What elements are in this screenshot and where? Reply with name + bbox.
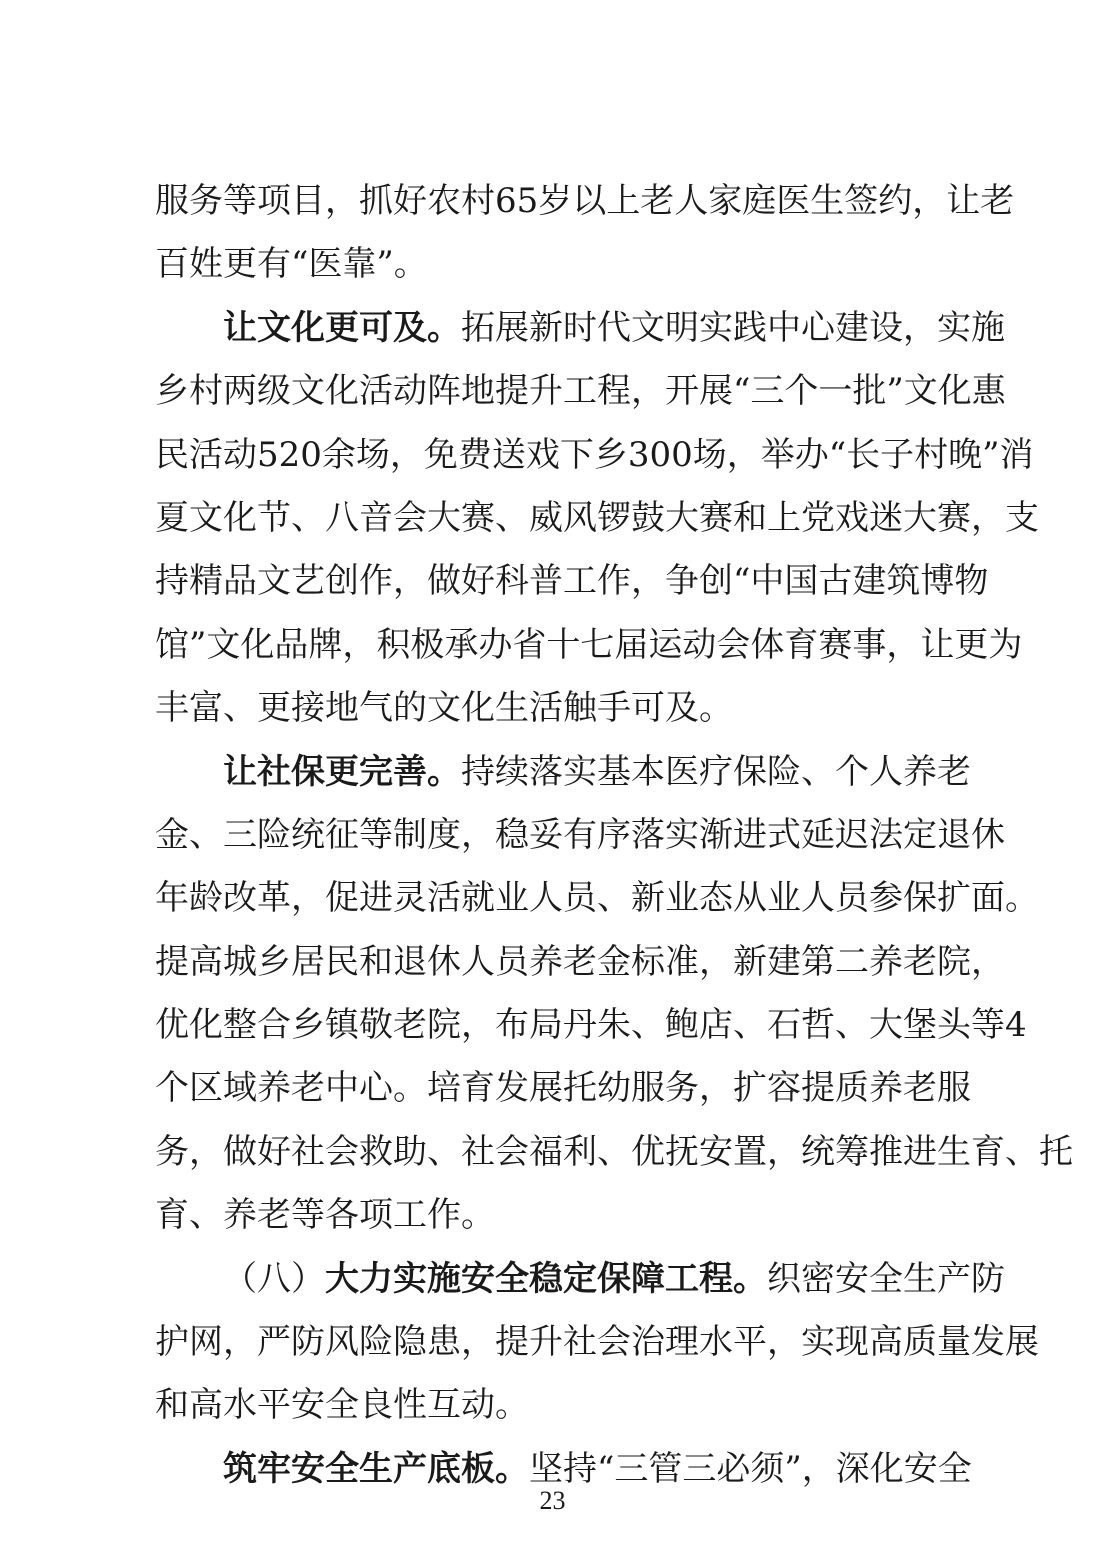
paragraph-line: [155, 1184, 951, 1247]
paragraph-line: [155, 487, 1039, 550]
paragraph-line: [155, 360, 1006, 423]
line-text: 服务等项目，抓好农村65岁以上老人家庭医生签约，让老: [155, 181, 1015, 221]
paragraph-line: [155, 424, 1034, 487]
line-text: 育、养老等各项工作。: [155, 1195, 495, 1236]
section-heading: 筑牢安全生产底板。: [223, 1448, 529, 1489]
line-text: 持精品文艺创作，做好科普工作，争创“中国古建筑博物: [155, 561, 989, 602]
page-number: 23: [539, 1486, 566, 1515]
paragraph-line: [155, 1311, 1039, 1374]
section-heading: 大力实施安全稳定保障工程。: [325, 1258, 767, 1299]
paragraph-line: [155, 1057, 971, 1120]
line-text: 乡村两级文化活动阵地提升工程，开展“三个一批”文化惠: [155, 371, 1006, 412]
line-text: 个区域养老中心。培育发展托幼服务，扩容提质养老服: [155, 1068, 971, 1109]
paragraph-line: [155, 741, 971, 804]
paragraph-line: [155, 867, 1039, 930]
line-text: 优化整合乡镇敬老院，布局丹朱、鲍店、石哲、大堡头等4: [155, 1005, 1027, 1046]
line-text: 坚持“三管三必须”，深化安全: [529, 1448, 972, 1489]
line-text: 护网，严防风险隐患，提升社会治理水平，实现高质量发展: [155, 1322, 1039, 1363]
document-body: [155, 170, 1073, 1501]
paragraph-line: [155, 614, 1023, 677]
line-text: 拓展新时代文明实践中心建设，实施: [461, 307, 1005, 348]
line-text: 织密安全生产防: [767, 1258, 1005, 1299]
section-prefix: （八）: [223, 1258, 325, 1299]
line-text: 丰富、更接地气的文化生活触手可及。: [155, 688, 733, 729]
paragraph-line: [155, 550, 989, 613]
paragraph-line: [155, 677, 951, 740]
line-text: 金、三险统征等制度，稳妥有序落实渐进式延迟法定退休: [155, 814, 1005, 855]
line-text: 馆”文化品牌，积极承办省十七届运动会体育赛事，让更为: [155, 624, 1023, 665]
line-text: 务，做好社会救助、社会福利、优抚安置，统筹推进生育、托: [155, 1131, 1073, 1172]
line-text: 民活动520余场，免费送戏下乡300场，举办“长子村晚”消: [155, 434, 1034, 475]
paragraph-line: [155, 1374, 951, 1437]
line-text: 提高城乡居民和退休人员养老金标准，新建第二养老院，: [155, 941, 1005, 982]
paragraph-line: [155, 170, 1015, 233]
section-heading: 让文化更可及。: [223, 307, 461, 348]
section-heading: 让社保更完善。: [223, 751, 461, 792]
line-text: 年龄改革，促进灵活就业人员、新业态从业人员参保扩面。: [155, 878, 1039, 919]
line-text: 和高水平安全良性互动。: [155, 1385, 529, 1426]
paragraph-line: [155, 1248, 1005, 1311]
paragraph-line: [155, 931, 1005, 994]
paragraph-line: [155, 804, 1005, 867]
line-text: 持续落实基本医疗保险、个人养老: [461, 751, 971, 792]
paragraph-line: [155, 297, 1005, 360]
paragraph-line: [155, 994, 1027, 1057]
line-text: 夏文化节、八音会大赛、威风锣鼓大赛和上党戏迷大赛，支: [155, 497, 1039, 538]
line-text: 百姓更有“医靠”。: [155, 244, 428, 285]
paragraph-line: [155, 1121, 1073, 1184]
paragraph-line: [155, 233, 951, 296]
